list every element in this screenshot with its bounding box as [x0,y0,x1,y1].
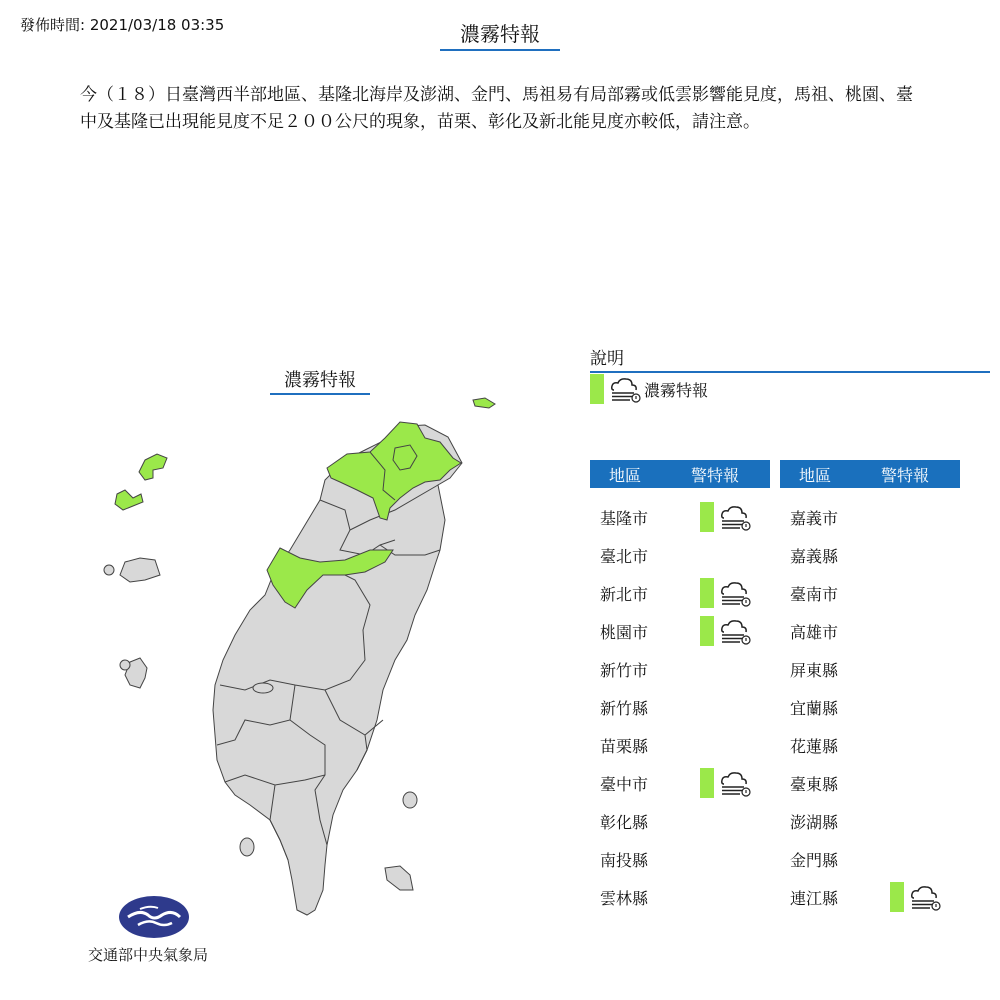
region-name: 連江縣 [790,888,839,908]
table-row [780,498,960,536]
fog-area-matsu-1 [139,454,167,480]
fog-icon [908,882,942,912]
fog-icon [608,374,642,404]
col-warning: 警特報 [880,465,929,485]
fog-icon [718,768,752,798]
table-row [780,764,960,802]
fog-icon [718,578,752,608]
cwb-logo [118,895,190,939]
region-name: 桃園市 [600,622,649,642]
region-name: 臺南市 [790,584,839,604]
fog-swatch [700,578,714,608]
region-name: 雲林縣 [600,888,649,908]
fog-icon [718,502,752,532]
region-name: 南投縣 [600,850,649,870]
table-row [590,840,770,878]
region-table-right [780,460,960,916]
region-name: 屏東縣 [790,660,839,680]
region-name: 基隆市 [600,508,649,528]
issue-time: 發佈時間: 2021/03/18 03:35 [20,16,225,34]
table-row [590,878,770,916]
region-name: 新北市 [600,584,649,604]
region-name: 臺北市 [600,546,649,566]
organization-name: 交通部中央氣象局 [88,946,209,964]
region-name: 嘉義市 [790,508,839,528]
warning-cell [700,578,752,608]
fog-swatch [700,768,714,798]
table-row [780,688,960,726]
table-row [780,536,960,574]
region-name: 澎湖縣 [790,812,839,832]
fog-swatch [890,882,904,912]
taiwan-map [95,390,500,920]
region-name: 新竹縣 [600,698,649,718]
fog-area-matsu-3 [473,398,495,408]
col-region: 地區 [608,465,641,485]
legend-title: 說明 [590,344,990,373]
table-row [780,650,960,688]
table-row [590,536,770,574]
table-row [590,802,770,840]
region-name: 臺東縣 [790,774,839,794]
region-name: 花蓮縣 [790,736,839,756]
region-name: 金門縣 [790,850,839,870]
warning-cell [700,502,752,532]
warning-description: 今（１８）日臺灣西半部地區、基隆北海岸及澎湖、金門、馬祖易有局部霧或低雲影響能見度，馬祖、桃園、臺中及基隆已出現能見度不足２００公尺的現象，苗栗、彰化及新北能見度亦較低，請注意。 [80,85,913,132]
table-header [780,460,960,488]
fog-area-matsu-2 [115,490,143,510]
table-row [590,688,770,726]
table-row [590,726,770,764]
table-row [780,840,960,878]
table-row [590,612,770,650]
legend-label: 濃霧特報 [644,380,709,400]
table-row [780,802,960,840]
col-region: 地區 [798,465,831,485]
warning-cell [700,616,752,646]
region-name: 彰化縣 [600,812,649,832]
table-row [590,498,770,536]
table-row [590,574,770,612]
page-title: 濃霧特報 [440,18,560,51]
table-row [590,764,770,802]
table-row [780,612,960,650]
fog-swatch [700,502,714,532]
region-name: 高雄市 [790,622,839,642]
table-row [780,726,960,764]
table-row [780,878,960,916]
region-name: 新竹市 [600,660,649,680]
region-name: 嘉義縣 [790,546,839,566]
legend-item-fog [590,374,708,404]
map-title: 濃霧特報 [270,366,370,395]
region-name: 臺中市 [600,774,649,794]
warning-cell [700,768,752,798]
table-row [590,650,770,688]
fog-icon [718,616,752,646]
fog-swatch [700,616,714,646]
table-header [590,460,770,488]
region-name: 宜蘭縣 [790,698,839,718]
col-warning: 警特報 [690,465,739,485]
warning-cell [890,882,942,912]
table-row [780,574,960,612]
region-table-left [590,460,770,916]
region-name: 苗栗縣 [600,736,649,756]
kinmen-island [120,558,160,582]
fog-swatch [590,374,604,404]
